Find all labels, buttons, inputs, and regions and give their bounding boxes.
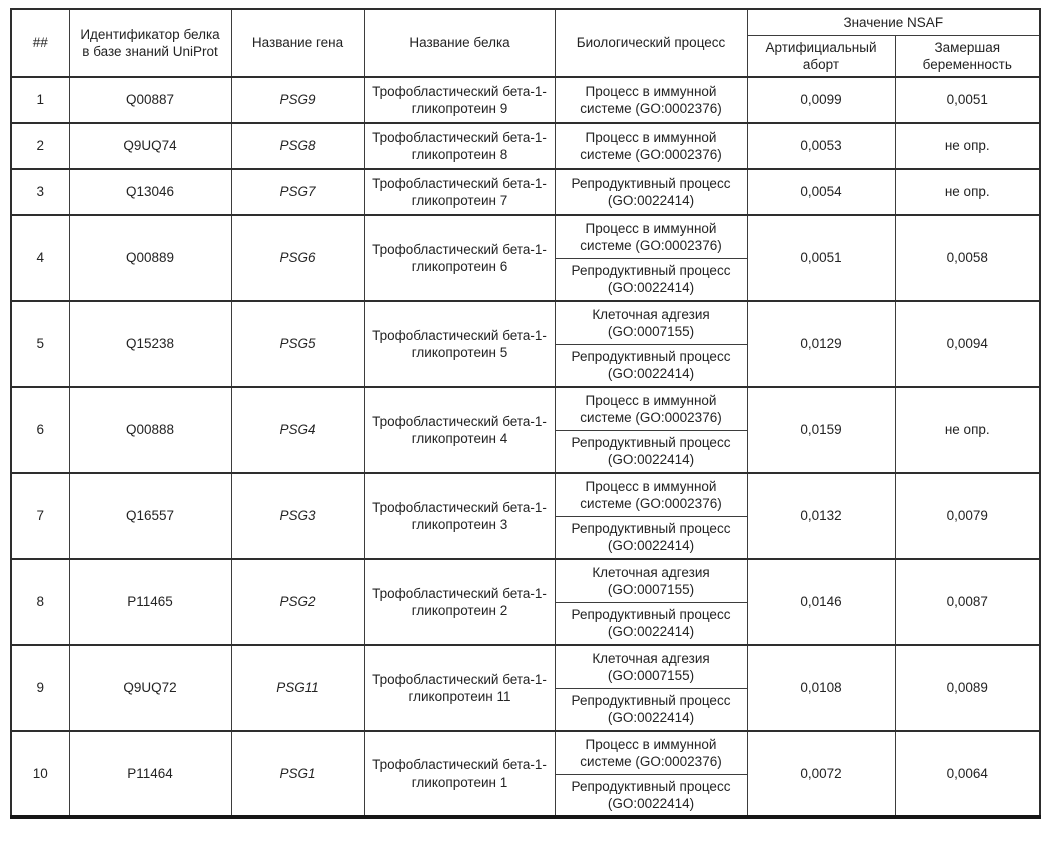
uniprot-id-cell: Q00888 [69, 387, 231, 473]
nsaf-missed-cell: не опр. [895, 169, 1040, 215]
process-cell: Процесс в иммунной системе (GO:0002376) [555, 473, 747, 516]
nsaf-missed-cell: 0,0064 [895, 731, 1040, 817]
process-cell: Репродуктивный процесс (GO:0022414) [555, 169, 747, 215]
col-header-number: ## [11, 9, 69, 77]
gene-name-cell: PSG11 [231, 645, 364, 731]
nsaf-abortion-cell: 0,0054 [747, 169, 895, 215]
table-row [11, 559, 1040, 602]
process-cell: Процесс в иммунной системе (GO:0002376) [555, 123, 747, 169]
row-number-cell: 5 [11, 301, 69, 387]
uniprot-id-cell: Q00889 [69, 215, 231, 301]
col-header-uniprot: Идентификатор белка в базе знаний UniProt [69, 9, 231, 77]
row-number-cell: 4 [11, 215, 69, 301]
process-cell: Клеточная адгезия (GO:0007155) [555, 559, 747, 602]
row-number-cell: 7 [11, 473, 69, 559]
process-cell: Репродуктивный процесс (GO:0022414) [555, 774, 747, 817]
process-cell: Клеточная адгезия (GO:0007155) [555, 301, 747, 344]
gene-name-cell: PSG5 [231, 301, 364, 387]
protein-name-cell: Трофобластический бета-1-гликопротеин 3 [364, 473, 555, 559]
row-number-cell: 9 [11, 645, 69, 731]
gene-name-cell: PSG2 [231, 559, 364, 645]
nsaf-abortion-cell: 0,0132 [747, 473, 895, 559]
row-number-cell: 10 [11, 731, 69, 817]
process-cell: Процесс в иммунной системе (GO:0002376) [555, 77, 747, 123]
process-cell: Процесс в иммунной системе (GO:0002376) [555, 215, 747, 258]
protein-name-cell: Трофобластический бета-1-гликопротеин 11 [364, 645, 555, 731]
nsaf-abortion-cell: 0,0099 [747, 77, 895, 123]
protein-name-cell: Трофобластический бета-1-гликопротеин 5 [364, 301, 555, 387]
nsaf-abortion-cell: 0,0159 [747, 387, 895, 473]
gene-name-cell: PSG6 [231, 215, 364, 301]
nsaf-abortion-cell: 0,0129 [747, 301, 895, 387]
nsaf-abortion-cell: 0,0146 [747, 559, 895, 645]
nsaf-missed-cell: 0,0089 [895, 645, 1040, 731]
process-cell: Репродуктивный процесс (GO:0022414) [555, 430, 747, 473]
nsaf-abortion-cell: 0,0051 [747, 215, 895, 301]
process-cell: Репродуктивный процесс (GO:0022414) [555, 516, 747, 559]
gene-name-cell: PSG9 [231, 77, 364, 123]
col-header-nsaf-abortion: Артифициальный аборт [747, 35, 895, 77]
protein-name-cell: Трофобластический бета-1-гликопротеин 9 [364, 77, 555, 123]
process-cell: Клеточная адгезия (GO:0007155) [555, 645, 747, 688]
gene-name-cell: PSG3 [231, 473, 364, 559]
col-header-nsaf-group: Значение NSAF [747, 9, 1040, 35]
process-cell: Репродуктивный процесс (GO:0022414) [555, 258, 747, 301]
protein-name-cell: Трофобластический бета-1-гликопротеин 4 [364, 387, 555, 473]
col-header-process: Биологический процесс [555, 9, 747, 77]
gene-name-cell: PSG8 [231, 123, 364, 169]
uniprot-id-cell: Q9UQ72 [69, 645, 231, 731]
nsaf-missed-cell: 0,0079 [895, 473, 1040, 559]
col-header-nsaf-missed: Замершая беременность [895, 35, 1040, 77]
protein-name-cell: Трофобластический бета-1-гликопротеин 6 [364, 215, 555, 301]
uniprot-id-cell: Q00887 [69, 77, 231, 123]
process-cell: Репродуктивный процесс (GO:0022414) [555, 344, 747, 387]
nsaf-missed-cell: 0,0094 [895, 301, 1040, 387]
table-row [11, 215, 1040, 258]
nsaf-abortion-cell: 0,0072 [747, 731, 895, 817]
gene-name-cell: PSG1 [231, 731, 364, 817]
table-row [11, 473, 1040, 516]
col-header-gene: Название гена [231, 9, 364, 77]
process-cell: Репродуктивный процесс (GO:0022414) [555, 602, 747, 645]
table-row [11, 169, 1040, 215]
table-header [11, 9, 1040, 77]
nsaf-missed-cell: 0,0051 [895, 77, 1040, 123]
nsaf-abortion-cell: 0,0053 [747, 123, 895, 169]
uniprot-id-cell: Q9UQ74 [69, 123, 231, 169]
table-row [11, 731, 1040, 774]
table-row [11, 645, 1040, 688]
process-cell: Процесс в иммунной системе (GO:0002376) [555, 387, 747, 430]
uniprot-id-cell: P11464 [69, 731, 231, 817]
table-row [11, 301, 1040, 344]
process-cell: Процесс в иммунной системе (GO:0002376) [555, 731, 747, 774]
row-number-cell: 3 [11, 169, 69, 215]
uniprot-id-cell: Q16557 [69, 473, 231, 559]
psg-proteins-table [10, 8, 1041, 819]
process-cell: Репродуктивный процесс (GO:0022414) [555, 688, 747, 731]
gene-name-cell: PSG7 [231, 169, 364, 215]
nsaf-abortion-cell: 0,0108 [747, 645, 895, 731]
col-header-protein: Название белка [364, 9, 555, 77]
nsaf-missed-cell: 0,0058 [895, 215, 1040, 301]
table-row [11, 77, 1040, 123]
protein-name-cell: Трофобластический бета-1-гликопротеин 7 [364, 169, 555, 215]
protein-name-cell: Трофобластический бета-1-гликопротеин 1 [364, 731, 555, 817]
row-number-cell: 1 [11, 77, 69, 123]
table-body [11, 77, 1040, 817]
uniprot-id-cell: Q15238 [69, 301, 231, 387]
protein-name-cell: Трофобластический бета-1-гликопротеин 2 [364, 559, 555, 645]
row-number-cell: 8 [11, 559, 69, 645]
row-number-cell: 6 [11, 387, 69, 473]
gene-name-cell: PSG4 [231, 387, 364, 473]
uniprot-id-cell: Q13046 [69, 169, 231, 215]
row-number-cell: 2 [11, 123, 69, 169]
table-row [11, 387, 1040, 430]
nsaf-missed-cell: не опр. [895, 123, 1040, 169]
table-row [11, 123, 1040, 169]
nsaf-missed-cell: 0,0087 [895, 559, 1040, 645]
uniprot-id-cell: P11465 [69, 559, 231, 645]
nsaf-missed-cell: не опр. [895, 387, 1040, 473]
protein-name-cell: Трофобластический бета-1-гликопротеин 8 [364, 123, 555, 169]
